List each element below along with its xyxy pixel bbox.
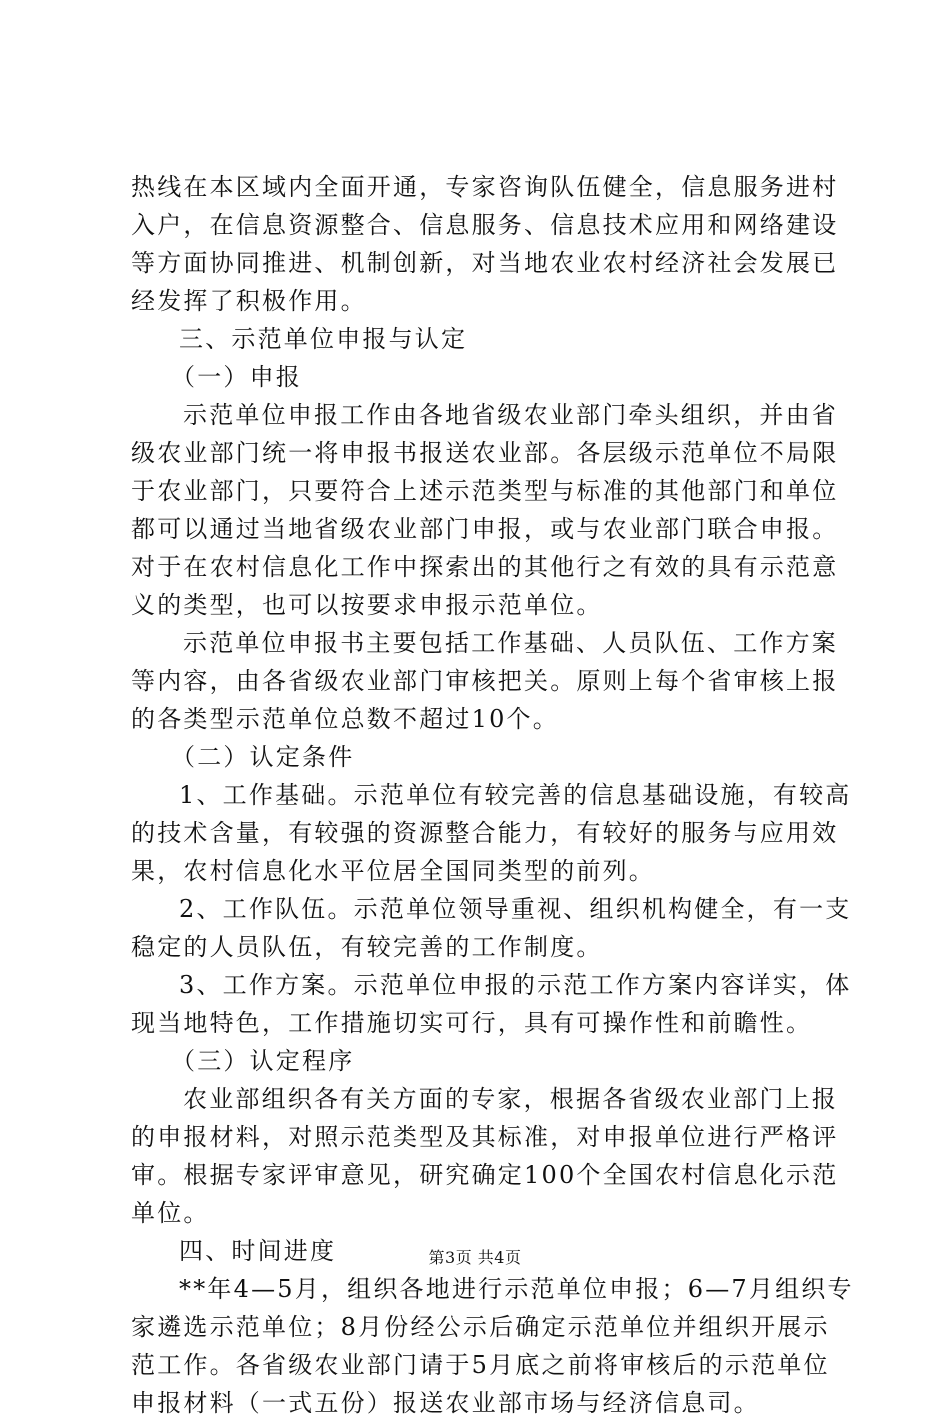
text-line: **年4—5月，组织各地进行示范单位申报；6—7月组织专: [179, 1275, 854, 1303]
text-line: （三）认定程序: [171, 1047, 355, 1075]
text-line: 果，农村信息化水平位居全国同类型的前列。: [131, 857, 655, 885]
text-line: 四、时间进度: [179, 1237, 337, 1265]
text-line: 审。根据专家评审意见，研究确定100个全国农村信息化示范: [131, 1161, 839, 1189]
text-line: 对于在农村信息化工作中探索出的其他行之有效的具有示范意: [131, 553, 839, 581]
text-line: 3、工作方案。示范单位申报的示范工作方案内容详实，体: [179, 971, 852, 999]
text-line: 义的类型，也可以按要求申报示范单位。: [131, 591, 603, 619]
text-line: 示范单位申报书主要包括工作基础、人员队伍、工作方案: [183, 629, 838, 657]
text-line: 现当地特色，工作措施切实可行，具有可操作性和前瞻性。: [131, 1009, 813, 1037]
text-line: 2、工作队伍。示范单位领导重视、组织机构健全，有一支: [179, 895, 852, 923]
text-line: 的各类型示范单位总数不超过10个。: [131, 705, 559, 733]
text-line: 范工作。各省级农业部门请于5月底之前将审核后的示范单位: [131, 1351, 830, 1379]
text-line: 的技术含量，有较强的资源整合能力，有较好的服务与应用效: [131, 819, 839, 847]
text-line: 1、工作基础。示范单位有较完善的信息基础设施，有较高: [179, 781, 852, 809]
text-line: 单位。: [131, 1199, 210, 1227]
text-line: 级农业部门统一将申报书报送农业部。各层级示范单位不局限: [131, 439, 839, 467]
text-line: 家遴选示范单位；8月份经公示后确定示范单位并组织开展示: [131, 1313, 830, 1341]
text-line: 三、示范单位申报与认定: [179, 325, 468, 353]
page-footer: 第3页 共4页: [428, 1248, 522, 1267]
text-line: 示范单位申报工作由各地省级农业部门牵头组织，并由省: [183, 401, 838, 429]
text-line: 入户，在信息资源整合、信息服务、信息技术应用和网络建设: [131, 211, 839, 239]
text-line: 申报材料（一式五份）报送农业部市场与经济信息司。: [131, 1389, 760, 1417]
text-line: 于农业部门，只要符合上述示范类型与标准的其他部门和单位: [131, 477, 839, 505]
text-line: 都可以通过当地省级农业部门申报，或与农业部门联合申报。: [131, 515, 839, 543]
document-body: [131, 168, 854, 1422]
text-line: （二）认定条件: [171, 743, 355, 771]
text-line: 等方面协同推进、机制创新，对当地农业农村经济社会发展已: [131, 249, 839, 277]
text-line: （一）申报: [171, 363, 302, 391]
text-line: 的申报材料，对照示范类型及其标准，对申报单位进行严格评: [131, 1123, 839, 1151]
text-line: 稳定的人员队伍，有较完善的工作制度。: [131, 933, 603, 961]
text-line: 农业部组织各有关方面的专家，根据各省级农业部门上报: [183, 1085, 838, 1113]
text-line: 热线在本区域内全面开通，专家咨询队伍健全，信息服务进村: [131, 173, 839, 201]
text-line: 经发挥了积极作用。: [131, 287, 367, 315]
text-line: 等内容，由各省级农业部门审核把关。原则上每个省审核上报: [131, 667, 839, 695]
